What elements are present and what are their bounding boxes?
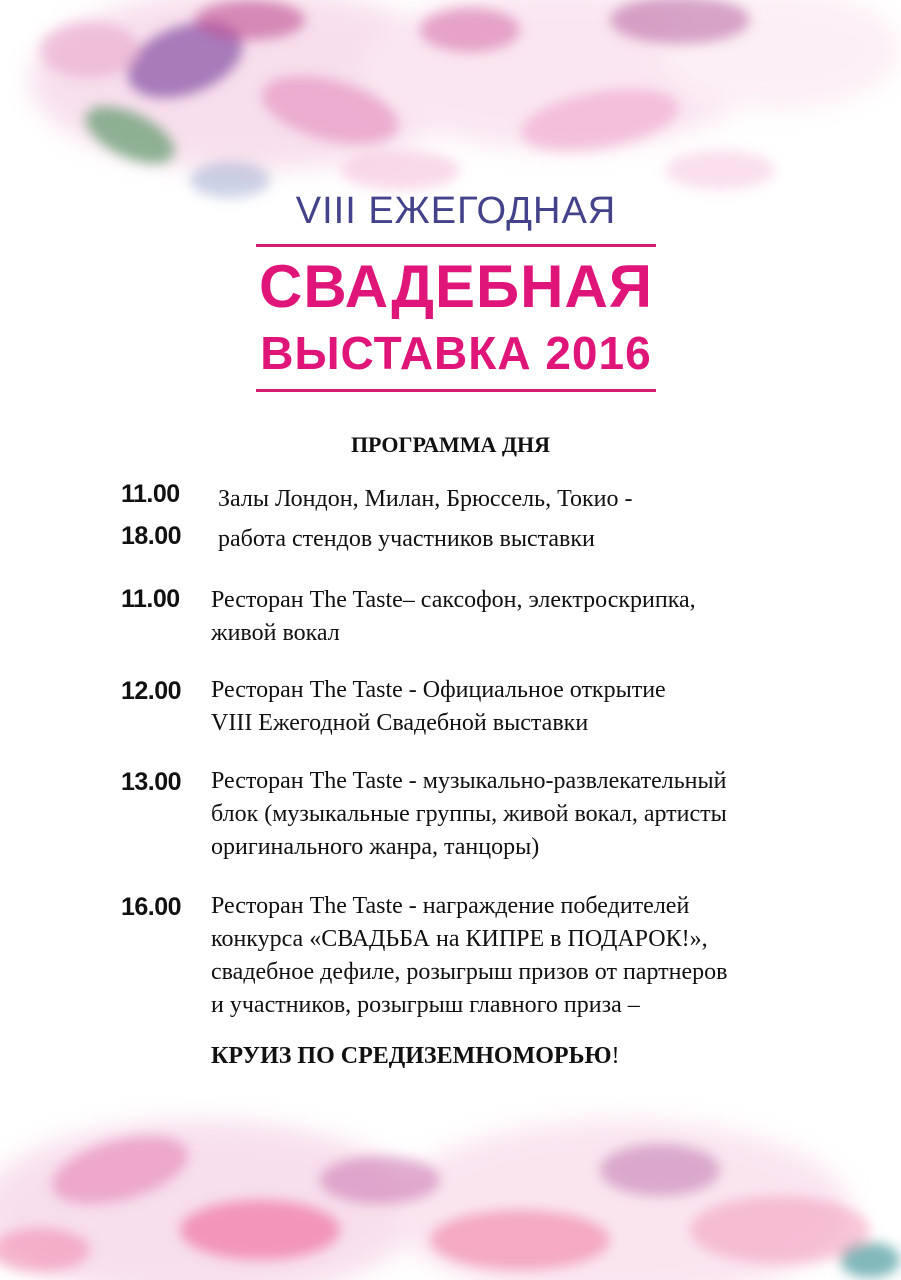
schedule-time: 13.00 [121,768,182,796]
schedule-description [218,523,858,556]
schedule-time: 12.00 [121,677,182,705]
schedule-time: 18.00 [121,522,182,550]
event-title-line1: СВАДЕБНАЯ [259,253,653,320]
schedule-line: и участников, розыгрыш главного приза – [211,992,640,1018]
schedule-time: 11.00 [121,480,180,508]
grand-prize-exclamation: ! [611,1043,620,1069]
schedule-description [211,584,851,650]
schedule-line: конкурса «СВАДЬБА на КИПРЕ в ПОДАРОК!», [211,926,708,952]
program-heading: ПРОГРАММА ДНЯ [350,432,551,457]
schedule-line: свадебное дефиле, розыгрыш призов от партнеров [211,959,728,985]
grand-prize-label: КРУИЗ ПО СРЕДИЗЕМНОМОРЬЮ [211,1043,612,1069]
schedule-time: 16.00 [121,893,182,921]
schedule-line: Ресторан The Taste - награждение победителей [211,893,690,919]
schedule-description [211,674,851,740]
schedule-line: VIII Ежегодной Свадебной выставки [211,710,589,736]
schedule-line: блок (музыкальные группы, живой вокал, артисты [211,801,727,827]
schedule-line: работа стендов участников выставки [218,526,595,552]
schedule-description [211,765,851,864]
schedule-line: Ресторан The Taste– саксофон, электроскрипка, [211,587,696,613]
event-title-line2: ВЫСТАВКА 2016 [260,327,652,379]
schedule-line: живой вокал [211,620,340,646]
schedule-line: Ресторан The Taste - Официальное открытие [211,677,666,703]
floral-decoration-bottom [0,1060,901,1280]
title-rule-bottom [256,389,656,392]
schedule-description [211,890,851,1022]
schedule-line: оригинального жанра, танцоры) [211,834,540,860]
schedule-description [218,483,858,516]
schedule-line: Ресторан The Taste - музыкально-развлекательный [211,768,727,794]
edition-subtitle: VIII ЕЖЕГОДНАЯ [295,190,617,232]
schedule-time: 11.00 [121,585,180,613]
schedule-line: Залы Лондон, Милан, Брюссель, Токио - [218,486,633,512]
title-rule-top [256,244,656,247]
grand-prize-text [211,1043,619,1070]
